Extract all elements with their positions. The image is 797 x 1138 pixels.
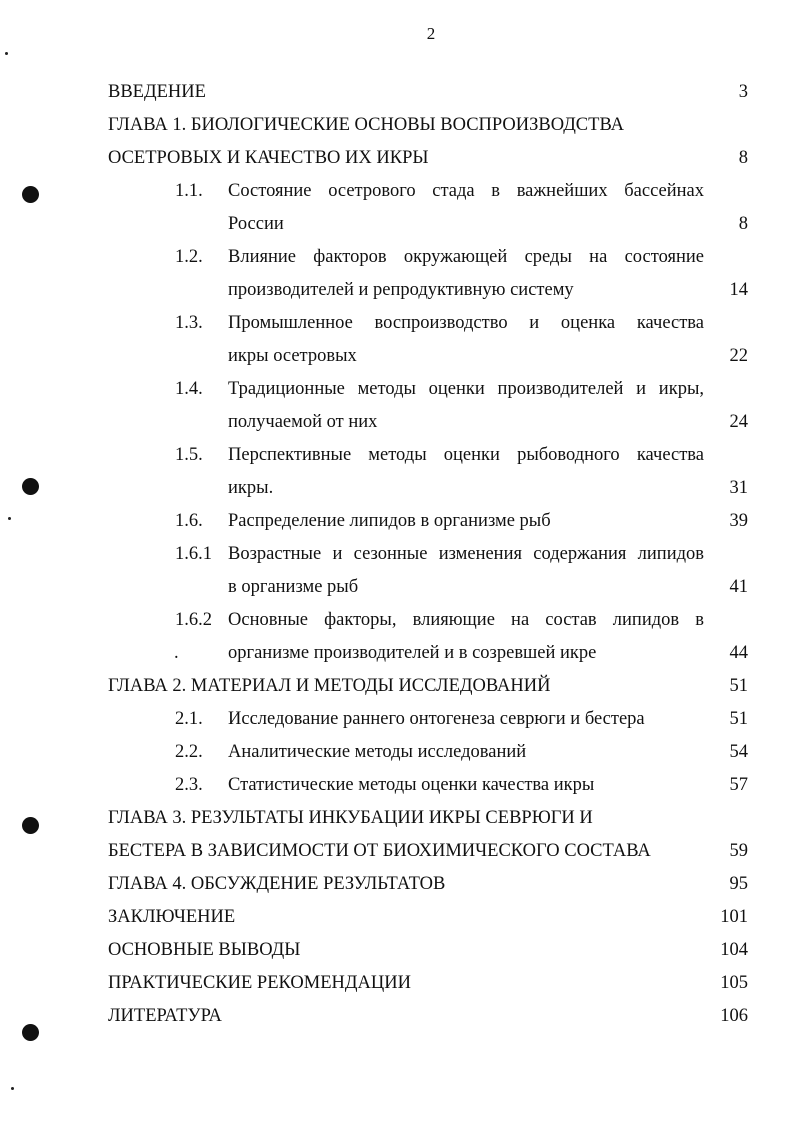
stray-mark: . [174,643,179,663]
toc-title: ЗАКЛЮЧЕНИЕ [108,907,236,927]
table-of-contents [0,76,797,1033]
section-title: России [228,214,284,234]
section-number: 1.5. [175,445,203,465]
toc-page-number: 44 [729,643,748,663]
section-title: Традиционные методы оценки производителей и икры, [228,379,704,399]
toc-title: ВВЕДЕНИЕ [108,82,206,102]
toc-page-number: 14 [729,280,748,300]
toc-section-1-3 [0,307,797,340]
page-number: 2 [426,24,436,43]
toc-entry-literature [0,1000,797,1033]
toc-page-number: 24 [729,412,748,432]
toc-entry-recommendations [0,967,797,1000]
toc-page-number: 51 [729,709,748,729]
toc-section-1-6 [0,505,797,538]
section-title: в организме рыб [228,577,359,597]
toc-section-1-6-2 [0,604,797,637]
toc-section-1-1-cont [0,208,797,241]
toc-section-1-4-cont [0,406,797,439]
toc-page-number: 39 [729,511,748,531]
section-title: Статистические методы оценки качества икры [228,775,595,795]
toc-entry-chapter-4 [0,868,797,901]
toc-page-number: 95 [729,874,748,894]
section-title: Аналитические методы исследований [228,742,527,762]
toc-section-1-3-cont [0,340,797,373]
toc-section-1-6-1-cont [0,571,797,604]
section-number: 2.3. [175,775,203,795]
toc-page-number: 101 [720,907,748,927]
section-number: 1.6. [175,511,203,531]
section-title: Промышленное воспроизводство и оценка качества [228,313,704,333]
section-title: получаемой от них [228,412,378,432]
section-number: 1.6.2 [175,610,212,630]
toc-section-1-2-cont [0,274,797,307]
toc-page-number: 8 [738,214,748,234]
toc-title: ЛИТЕРАТУРА [108,1006,222,1026]
toc-section-2-3 [0,769,797,802]
toc-title: ГЛАВА 3. РЕЗУЛЬТАТЫ ИНКУБАЦИИ ИКРЫ СЕВРЮГИ И [108,808,593,828]
toc-section-1-2 [0,241,797,274]
toc-page-number: 31 [729,478,748,498]
toc-entry-chapter-3 [0,802,797,835]
toc-entry-findings [0,934,797,967]
section-number: 1.2. [175,247,203,267]
section-number: 2.1. [175,709,203,729]
toc-section-2-2 [0,736,797,769]
toc-title: ГЛАВА 1. БИОЛОГИЧЕСКИЕ ОСНОВЫ ВОСПРОИЗВОДСТВА [108,115,624,135]
section-title: организме производителей и в созревшей икре [228,643,597,663]
toc-section-1-4 [0,373,797,406]
section-title: Возрастные и сезонные изменения содержания липидов [228,544,704,564]
toc-page-number: 3 [738,82,748,102]
section-title: Основные факторы, влияющие на состав липидов в [228,610,704,630]
section-title: Влияние факторов окружающей среды на состояние [228,247,704,267]
section-title: Исследование раннего онтогенеза севрюги и бестера [228,709,645,729]
section-title: Состояние осетрового стада в важнейших бассейнах [228,181,704,201]
section-title: производителей и репродуктивную систему [228,280,574,300]
scan-speck [11,1087,14,1090]
toc-entry-chapter-1-cont [0,142,797,175]
toc-page-number: 41 [729,577,748,597]
scan-speck [5,52,8,55]
toc-page-number: 57 [729,775,748,795]
toc-title: БЕСТЕРА В ЗАВИСИМОСТИ ОТ БИОХИМИЧЕСКОГО СОСТАВА [108,841,651,861]
toc-page-number: 59 [729,841,748,861]
toc-page-number: 104 [720,940,748,960]
toc-section-1-1 [0,175,797,208]
section-number: 2.2. [175,742,203,762]
section-title: Распределение липидов в организме рыб [228,511,551,531]
section-number: 1.3. [175,313,203,333]
toc-page-number: 51 [729,676,748,696]
toc-section-2-1 [0,703,797,736]
section-title: икры осетровых [228,346,357,366]
section-number: 1.4. [175,379,203,399]
toc-title: ОСНОВНЫЕ ВЫВОДЫ [108,940,301,960]
section-number: 1.1. [175,181,203,201]
toc-entry-chapter-3-cont [0,835,797,868]
toc-page-number: 105 [720,973,748,993]
toc-title: ОСЕТРОВЫХ И КАЧЕСТВО ИХ ИКРЫ [108,148,429,168]
toc-title: ГЛАВА 4. ОБСУЖДЕНИЕ РЕЗУЛЬТАТОВ [108,874,446,894]
toc-entry-intro [0,76,797,109]
section-number: 1.6.1 [175,544,212,564]
section-title: Перспективные методы оценки рыбоводного качества [228,445,704,465]
toc-page-number: 106 [720,1006,748,1026]
toc-title: ПРАКТИЧЕСКИЕ РЕКОМЕНДАЦИИ [108,973,411,993]
toc-section-1-6-2-cont [0,637,797,670]
toc-section-1-5-cont [0,472,797,505]
toc-section-1-6-1 [0,538,797,571]
toc-page-number: 22 [729,346,748,366]
toc-entry-chapter-1 [0,109,797,142]
toc-entry-conclusion [0,901,797,934]
toc-page-number: 54 [729,742,748,762]
toc-page-number: 8 [738,148,748,168]
toc-section-1-5 [0,439,797,472]
toc-entry-chapter-2 [0,670,797,703]
section-title: икры. [228,478,274,498]
toc-title: ГЛАВА 2. МАТЕРИАЛ И МЕТОДЫ ИССЛЕДОВАНИЙ [108,676,551,696]
